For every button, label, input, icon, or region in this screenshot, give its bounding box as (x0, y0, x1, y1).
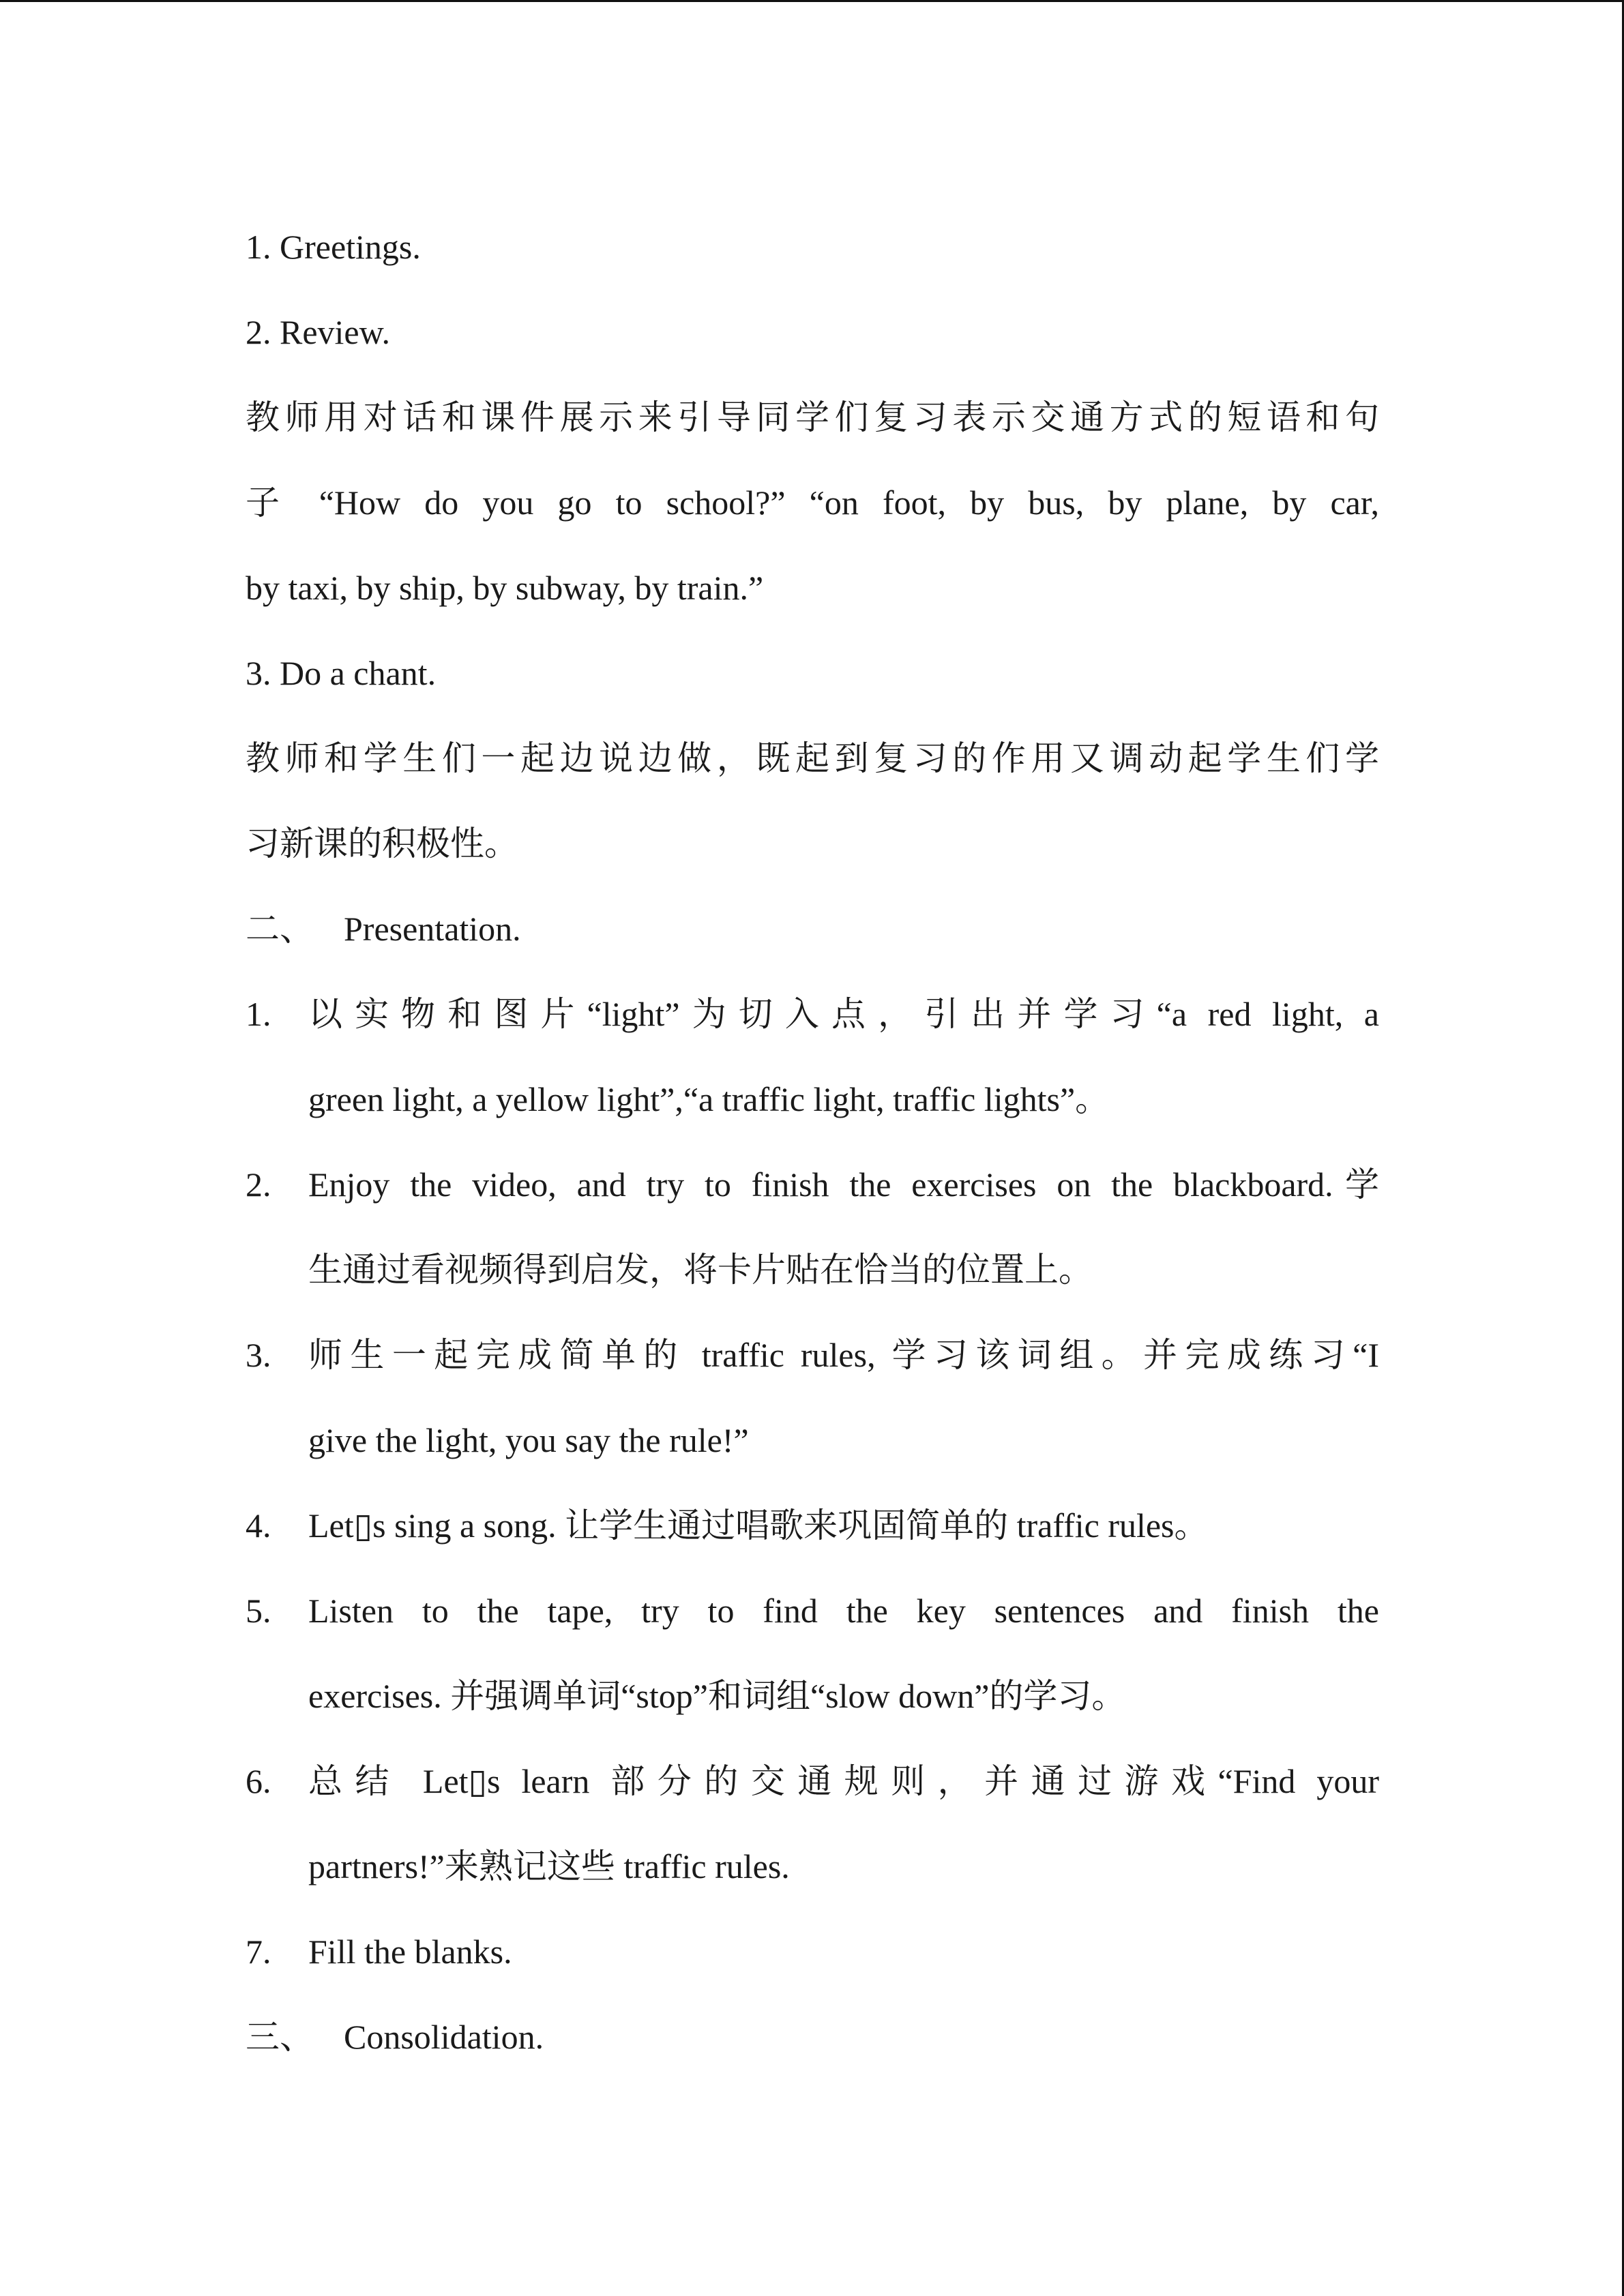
consolidation-heading-number: 三、 (246, 2018, 314, 2056)
consolidation-heading-title: Consolidation. (344, 2018, 544, 2056)
presentation-step-1 (246, 972, 1379, 1142)
presentation-step-3 (246, 1313, 1379, 1483)
step-number: 3. (246, 1336, 271, 1374)
step-line: Fill the blanks. (308, 1933, 512, 1971)
item-greetings: 1. Greetings. (246, 228, 421, 266)
step-number: 5. (246, 1592, 271, 1630)
step-line: partners!”来熟记这些 traffic rules. (308, 1847, 790, 1885)
step-line: Enjoy the video, and try to finish the exercises on the blackboard.学 (308, 1165, 1379, 1204)
review-paragraph-line-1: 教师用对话和课件展示来引导同学们复习表示交通方式的短语和句 (246, 398, 1379, 436)
consolidation-heading (246, 1995, 1379, 2080)
review-paragraph-line-2: 子 “How do you go to school?” “on foot, by bus, by plane, by car, (246, 483, 1379, 522)
presentation-step-6 (246, 1739, 1379, 1909)
step-number: 1. (246, 995, 271, 1033)
step-line: Let▯s sing a song. 让学生通过唱歌来巩固简单的 traffic rules。 (308, 1506, 1209, 1545)
presentation-step-4 (246, 1483, 1379, 1568)
item-review: 2. Review. (246, 313, 390, 351)
item-do-a-chant: 3. Do a chant. (246, 654, 437, 692)
step-line: Listen to the tape, try to find the key sentences and finish the (308, 1592, 1379, 1630)
step-line: 师生一起完成简单的 traffic rules, 学习该词组。并完成练习“I (308, 1336, 1379, 1374)
step-line: 以实物和图片“light”为切入点，引出并学习“a red light, a (308, 995, 1379, 1033)
presentation-step-5 (246, 1568, 1379, 1739)
document-body (246, 205, 1379, 2080)
step-number: 7. (246, 1933, 271, 1971)
presentation-step-2 (246, 1142, 1379, 1313)
step-number: 2. (246, 1165, 271, 1204)
step-line: give the light, you say the rule!” (308, 1421, 749, 1459)
page-top-border (0, 0, 1624, 2)
chant-paragraph-line-2: 习新课的积极性。 (246, 824, 518, 863)
presentation-step-7 (246, 1909, 1379, 1995)
presentation-heading-number: 二、 (246, 910, 314, 948)
step-line: 生通过看视频得到启发，将卡片贴在恰当的位置上。 (308, 1251, 1093, 1289)
review-paragraph-line-3: by taxi, by ship, by subway, by train.” (246, 569, 764, 607)
step-line: 总结 Let▯s learn 部分的交通规则，并通过游戏“Find your (308, 1762, 1379, 1800)
presentation-heading-title: Presentation. (344, 910, 521, 948)
step-line: exercises. 并强调单词“stop”和词组“slow down”的学习。 (308, 1677, 1126, 1715)
step-line: green light, a yellow light”,“a traffic light, traffic lights”。 (308, 1080, 1110, 1118)
chant-paragraph-line-1: 教师和学生们一起边说边做，既起到复习的作用又调动起学生们学 (246, 739, 1379, 777)
step-number: 6. (246, 1762, 271, 1800)
presentation-heading (246, 886, 1379, 972)
step-number: 4. (246, 1506, 271, 1545)
